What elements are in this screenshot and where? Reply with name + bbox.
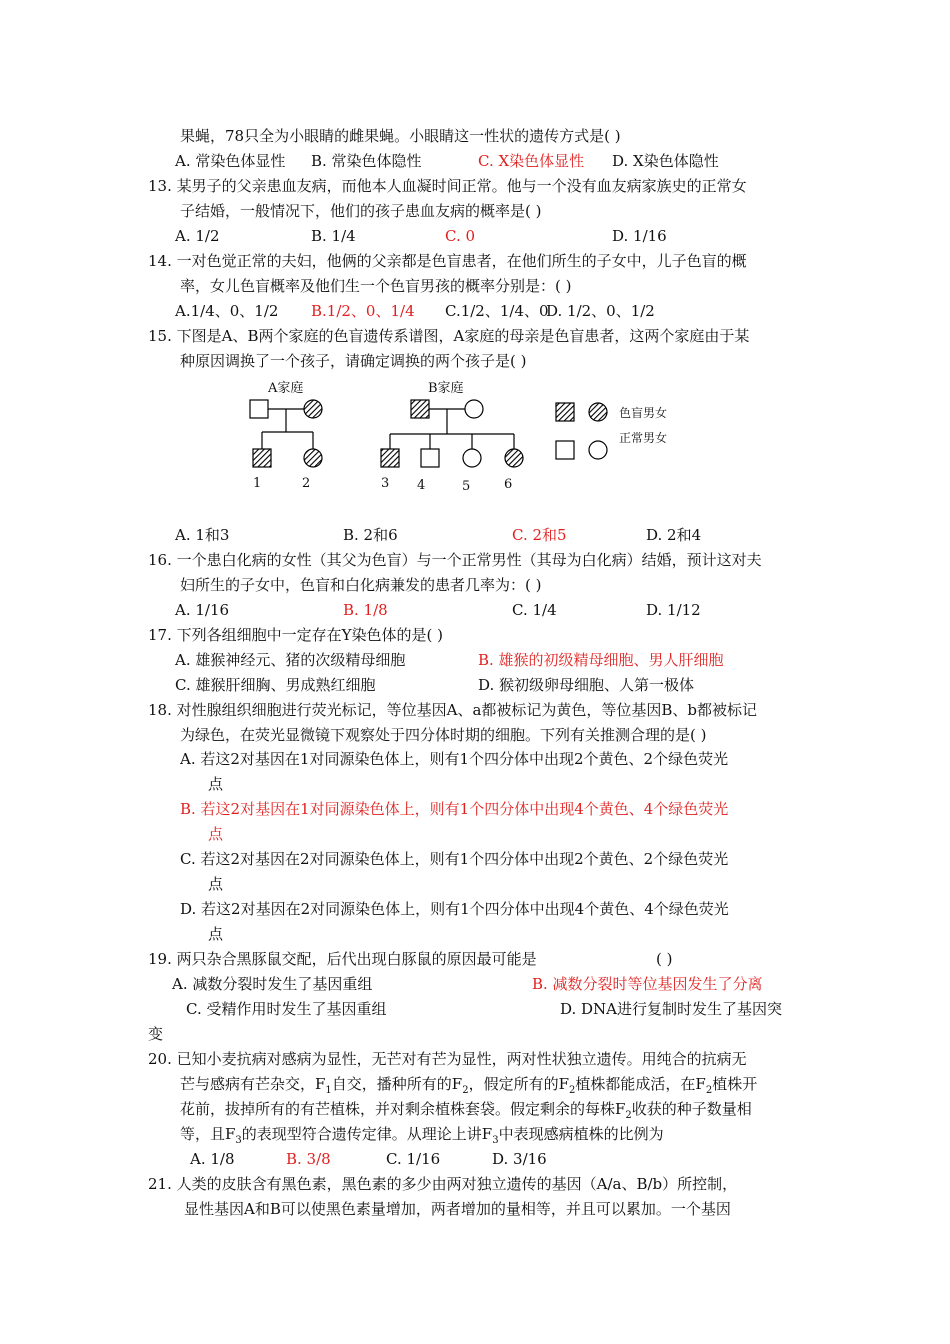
q13-stem-line1: 13. 某男子的父亲患血友病，而他本人血凝时间正常。他与一个没有血友病家族史的正常女	[148, 177, 747, 195]
child-number-2: 2	[302, 476, 311, 491]
q20-stem-line1: 20. 已知小麦抗病对感病为显性，无芒对有芒为显性，两对性状独立遗传。用纯合的抗病无	[148, 1050, 747, 1068]
q14-option-d: D. 1/2、0、1/2	[546, 302, 655, 320]
family-b-father	[411, 400, 429, 418]
q17-option-c: C. 雄猴肝细胸、男成熟红细胞	[175, 676, 376, 694]
q14-option-a: A.1/4、0、1/2	[175, 302, 279, 320]
q18-option-b-answer-line1: B. 若这2对基因在1对同源染色体上，则有1个四分体中出现4个黄色、4个绿色荧光	[180, 800, 729, 818]
family-b-child-4	[421, 449, 439, 467]
family-b-mother	[465, 400, 483, 418]
q15-stem-line1: 15. 下图是A、B两个家庭的色盲遗传系谱图，A家庭的母亲是色盲患者，这两个家庭由于某	[148, 327, 750, 345]
q17-option-b-answer: B. 雄猴的初级精母细胞、男人肝细胞	[478, 651, 724, 669]
child-number-1: 1	[253, 476, 262, 491]
q20-option-b-answer: B. 3/8	[286, 1150, 331, 1168]
q12-option-b: B. 常染色体隐性	[311, 152, 422, 170]
q12-option-d: D. X染色体隐性	[612, 152, 719, 170]
q19-stem: 19. 两只杂合黑豚鼠交配，后代出现白豚鼠的原因最可能是	[148, 950, 537, 968]
q17-option-a: A. 雄猴神经元、猪的次级精母细胞	[175, 651, 406, 669]
q14-option-b-answer: B.1/2、0、1/4	[311, 302, 415, 320]
q13-option-b: B. 1/4	[311, 227, 356, 245]
legend-normal-label: 正常男女	[619, 431, 668, 445]
q19-option-b-answer: B. 减数分裂时等位基因发生了分离	[532, 975, 763, 993]
q20-option-a: A. 1/8	[190, 1150, 235, 1168]
q18-stem-line2: 为绿色，在荧光显微镜下观察处于四分体时期的细胞。下列有关推测合理的是( )	[180, 726, 707, 744]
q18-option-d-line1: D. 若这2对基因在2对同源染色体上，则有1个四分体中出现4个黄色、4个绿色荧光	[180, 900, 729, 918]
q15-option-d: D. 2和4	[646, 526, 702, 544]
q14-stem-line2: 率，女儿色盲概率及他们生一个色盲男孩的概率分别是：( )	[180, 277, 572, 295]
pedigree-figure	[0, 0, 950, 520]
q17-option-d: D. 猴初级卵母细胞、人第一极体	[478, 676, 695, 694]
q15-option-a: A. 1和3	[175, 526, 230, 544]
child-number-5: 5	[462, 479, 471, 494]
q14-option-c: C.1/2、1/4、0	[445, 302, 549, 320]
q13-option-a: A. 1/2	[175, 227, 220, 245]
family-a-label: A家庭	[268, 381, 304, 396]
legend-normal-male	[556, 441, 574, 459]
family-a-child-2	[304, 449, 322, 467]
q19-option-d-continuation: 变	[148, 1025, 164, 1043]
q21-stem-line1: 21. 人类的皮肤含有黑色素，黑色素的多少由两对独立遗传的基因（A/a、B/b）所控制，	[148, 1175, 738, 1193]
family-a-child-1	[253, 449, 271, 467]
q20-option-d: D. 3/16	[492, 1150, 547, 1168]
q16-option-d: D. 1/12	[646, 601, 701, 619]
q20-option-c: C. 1/16	[386, 1150, 441, 1168]
child-number-3: 3	[381, 476, 390, 491]
family-b-label: B家庭	[428, 381, 464, 396]
q21-stem-line2: 显性基因A和B可以使黑色素量增加，两者增加的量相等，并且可以累加。一个基因	[184, 1200, 731, 1218]
q16-stem-line1: 16. 一个患白化病的女性（其父为色盲）与一个正常男性（其母为白化病）结婚，预计这对夫	[148, 551, 762, 569]
q15-option-b: B. 2和6	[343, 526, 398, 544]
family-b-child-5	[463, 449, 481, 467]
family-b-child-3	[381, 449, 399, 467]
legend-affected-female	[589, 403, 607, 421]
q20-stem-line2: 芒与感病有芒杂交，$F_1$自交，播种所有的$F_2$，假定所有的$F_2$植株都能成活，在$F_2$植株开	[180, 1075, 758, 1096]
q20-stem-line4: 等，且$F_3$的表现型符合遗传定律。从理论上讲$F_3$中表现感病植株的比例为	[180, 1125, 664, 1146]
child-number-6: 6	[504, 477, 513, 492]
family-a-father	[250, 400, 268, 418]
q16-stem-line2: 妇所生的子女中，色盲和白化病兼发的患者几率为：( )	[180, 576, 542, 594]
q16-option-c: C. 1/4	[512, 601, 557, 619]
q15-stem-line2: 种原因调换了一个孩子，请确定调换的两个孩子是( )	[180, 352, 527, 370]
q12-option-a: A. 常染色体显性	[175, 152, 286, 170]
q19-option-a: A. 减数分裂时发生了基因重组	[172, 975, 373, 993]
q16-option-a: A. 1/16	[175, 601, 230, 619]
q13-option-d: D. 1/16	[612, 227, 667, 245]
q13-option-c-answer: C. 0	[445, 227, 476, 245]
q16-option-b-answer: B. 1/8	[343, 601, 388, 619]
legend-affected-male	[556, 403, 574, 421]
q18-option-a-line2: 点	[208, 775, 224, 793]
q14-stem-line1: 14. 一对色觉正常的夫妇，他俩的父亲都是色盲患者，在他们所生的子女中，儿子色盲的概	[148, 252, 747, 270]
family-b-child-6	[505, 449, 523, 467]
q19-option-d: D. DNA进行复制时发生了基因突	[560, 1000, 783, 1018]
q17-stem: 17. 下列各组细胞中一定存在Y染色体的是( )	[148, 626, 443, 644]
family-a-mother	[304, 400, 322, 418]
child-number-4: 4	[417, 478, 426, 493]
q13-stem-line2: 子结婚，一般情况下，他们的孩子患血友病的概率是( )	[180, 202, 542, 220]
q18-option-c-line2: 点	[208, 875, 224, 893]
q18-stem-line1: 18. 对性腺组织细胞进行荧光标记，等位基因A、a都被标记为黄色，等位基因B、b都被标记	[148, 701, 758, 719]
q18-option-d-line2: 点	[208, 925, 224, 943]
q15-option-c-answer: C. 2和5	[512, 526, 567, 544]
q20-stem-line3: 花前，拔掉所有的有芒植株，并对剩余植株套袋。假定剩余的每株$F_2$收获的种子数量相	[180, 1100, 752, 1121]
q18-option-b-answer-line2: 点	[208, 825, 224, 843]
q12-stem-continuation: 果蝇，78只全为小眼睛的雌果蝇。小眼睛这一性状的遗传方式是( )	[180, 127, 621, 145]
legend-normal-female	[589, 441, 607, 459]
q18-option-c-line1: C. 若这2对基因在2对同源染色体上，则有1个四分体中出现2个黄色、2个绿色荧光	[180, 850, 729, 868]
q19-option-c: C. 受精作用时发生了基因重组	[186, 1000, 387, 1018]
q12-option-c-answer: C. X染色体显性	[478, 152, 585, 170]
legend-affected-label: 色盲男女	[619, 406, 668, 420]
q18-option-a-line1: A. 若这2对基因在1对同源染色体上，则有1个四分体中出现2个黄色、2个绿色荧光	[180, 750, 729, 768]
q19-answer-parentheses: ( )	[656, 950, 673, 968]
